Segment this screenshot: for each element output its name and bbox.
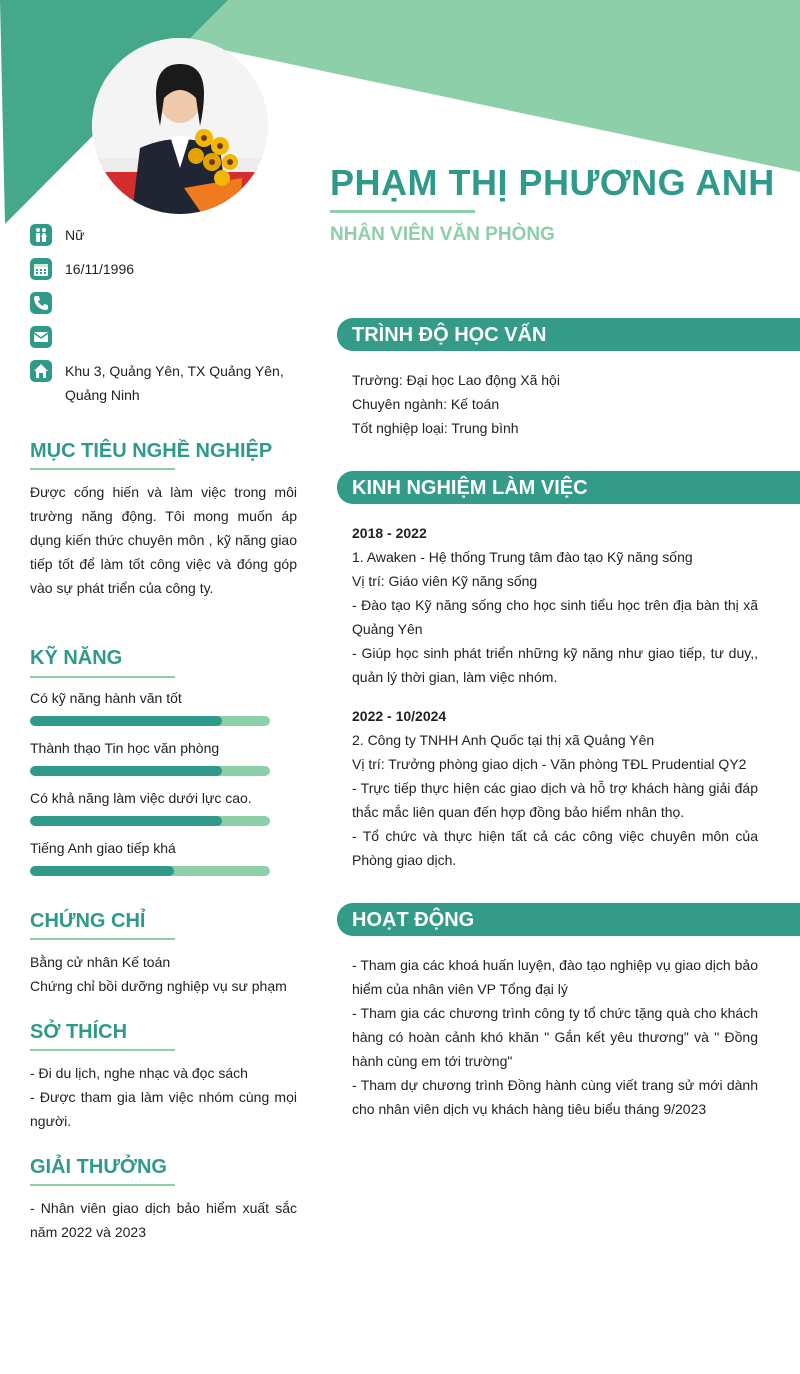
certificates-underline: [30, 938, 175, 940]
address-value: [65, 359, 284, 407]
activities-heading: HOẠT ĐỘNG: [352, 909, 475, 931]
hobbies-heading: SỞ THÍCH: [30, 1021, 128, 1043]
education-heading: TRÌNH ĐỘ HỌC VẤN: [352, 324, 547, 346]
objective-heading: MỤC TIÊU NGHỀ NGHIỆP: [30, 440, 273, 462]
certificates-list: [30, 950, 297, 998]
job-company: 1. Awaken - Hệ thống Trung tâm đào tạo Kỹ năng sống: [352, 549, 693, 565]
skills-underline: [30, 676, 175, 678]
activity-item: - Tham gia các khoá huấn luyện, đào tạo nghiệp vụ giao dịch bảo hiểm của nhân viên VP Tổng đại lý: [352, 957, 758, 997]
skill-bar: [30, 866, 270, 876]
contact-birthdate: [30, 258, 300, 281]
profile-photo: [92, 38, 268, 214]
activities-list: [352, 953, 758, 1121]
skill-label: Tiếng Anh giao tiếp khá: [30, 840, 176, 856]
avatar: [92, 38, 268, 214]
job-position: Vị trí: Giáo viên Kỹ năng sống: [352, 573, 538, 589]
skill-label: Có khả năng làm việc dưới lực cao.: [30, 790, 252, 806]
full-name: PHẠM THỊ PHƯƠNG ANH: [330, 162, 775, 203]
certificate-item: Chứng chỉ bồi dưỡng nghiệp vụ sư phạm: [30, 978, 287, 994]
job-duty: - Giúp học sinh phát triển những kỹ năng như giao tiếp, tư duy,, quản lý thời gian, làm việc nhóm.: [352, 645, 758, 685]
hobby-item: - Đi du lịch, nghe nhạc và đọc sách: [30, 1065, 248, 1081]
education-school: Trường: Đại học Lao động Xã hội: [352, 372, 560, 388]
skill-label: Có kỹ năng hành văn tốt: [30, 690, 182, 706]
job-duty: - Trực tiếp thực hiện các giao dịch và hỗ trợ khách hàng giải đáp thắc mắc liên quan đến hợp đồng bảo hiểm nhân thọ.: [352, 780, 758, 820]
name-underline: [330, 210, 475, 213]
skills-heading: KỸ NĂNG: [30, 647, 123, 669]
awards-underline: [30, 1184, 175, 1186]
activities-header-band: [337, 903, 800, 936]
education-grade: Tốt nghiệp loại: Trung bình: [352, 420, 519, 436]
skill-bar-fill: [30, 866, 174, 876]
awards-list: [30, 1196, 297, 1244]
contact-email: [30, 326, 300, 348]
hobbies-underline: [30, 1049, 175, 1051]
birthdate-value: 16/11/1996: [65, 261, 135, 277]
certificate-item: Bằng cử nhân Kế toán: [30, 954, 171, 970]
awards-heading: GIẢI THƯỞNG: [30, 1156, 167, 1178]
experience-header-band: [337, 471, 800, 504]
home-icon: [30, 360, 52, 382]
job-duty: - Đào tạo Kỹ năng sống cho học sinh tiểu học trên địa bàn thị xã Quảng Yên: [352, 597, 758, 637]
hobby-item: - Được tham gia làm việc nhóm cùng mọi người.: [30, 1089, 297, 1129]
experience-heading: KINH NGHIỆM LÀM VIỆC: [352, 477, 588, 499]
job-position: Vị trí: Trưởng phòng giao dịch - Văn phòng TĐL Prudential QY2: [352, 756, 747, 772]
calendar-icon: [30, 258, 52, 280]
certificates-heading: CHỨNG CHỈ: [30, 910, 146, 932]
experience-details: [352, 521, 758, 872]
skill-label: Thành thạo Tin học văn phòng: [30, 740, 220, 756]
objective-text: Được cống hiến và làm việc trong môi trường năng động. Tôi mong muốn áp dụng kiến thức chuyên môn , kỹ năng giao tiếp tốt để làm tốt công việc và đóng góp vào sự phát triển của công ty.: [30, 484, 297, 596]
skill-bar: [30, 716, 270, 726]
email-icon: [30, 326, 52, 348]
address-line-1: Khu 3, Quảng Yên, TX Quảng Yên,: [65, 363, 284, 379]
contact-gender: [30, 224, 300, 247]
skill-bar: [30, 766, 270, 776]
education-major: Chuyên ngành: Kế toán: [352, 396, 500, 412]
job-period: 2022 - 10/2024: [352, 708, 447, 724]
activity-item: - Tham gia các chương trình công ty tổ chức tặng quà cho khách hàng có hoàn cảnh khó khăn " Gắn kết yêu thương" và " Đồng hành cùng em tới trường": [352, 1005, 758, 1069]
address-line-2: Quảng Ninh: [65, 387, 140, 403]
job-title: NHÂN VIÊN VĂN PHÒNG: [330, 224, 555, 245]
contact-phone: [30, 292, 300, 314]
job-company: 2. Công ty TNHH Anh Quốc tại thị xã Quảng Yên: [352, 732, 655, 748]
activity-item: - Tham dự chương trình Đồng hành cùng viết trang sử mới dành cho nhân viên dịch vụ khách hàng tiêu biểu tháng 9/2023: [352, 1077, 758, 1117]
gender-value: Nữ: [65, 227, 85, 243]
contact-address: [30, 360, 300, 407]
hobbies-list: [30, 1061, 297, 1133]
skill-bar-fill: [30, 766, 222, 776]
job-period: 2018 - 2022: [352, 525, 427, 541]
skill-bar-fill: [30, 816, 222, 826]
education-details: [352, 368, 758, 440]
objective-underline: [30, 468, 175, 470]
award-item: - Nhân viên giao dịch bảo hiểm xuất sắc năm 2022 và 2023: [30, 1200, 297, 1240]
job-duty: - Tổ chức và thực hiện tất cả các công việc chuyên môn của Phòng giao dịch.: [352, 828, 758, 868]
phone-icon: [30, 292, 52, 314]
skill-bar-fill: [30, 716, 222, 726]
gender-icon: [30, 224, 52, 246]
education-header-band: [337, 318, 800, 351]
skill-bar: [30, 816, 270, 826]
